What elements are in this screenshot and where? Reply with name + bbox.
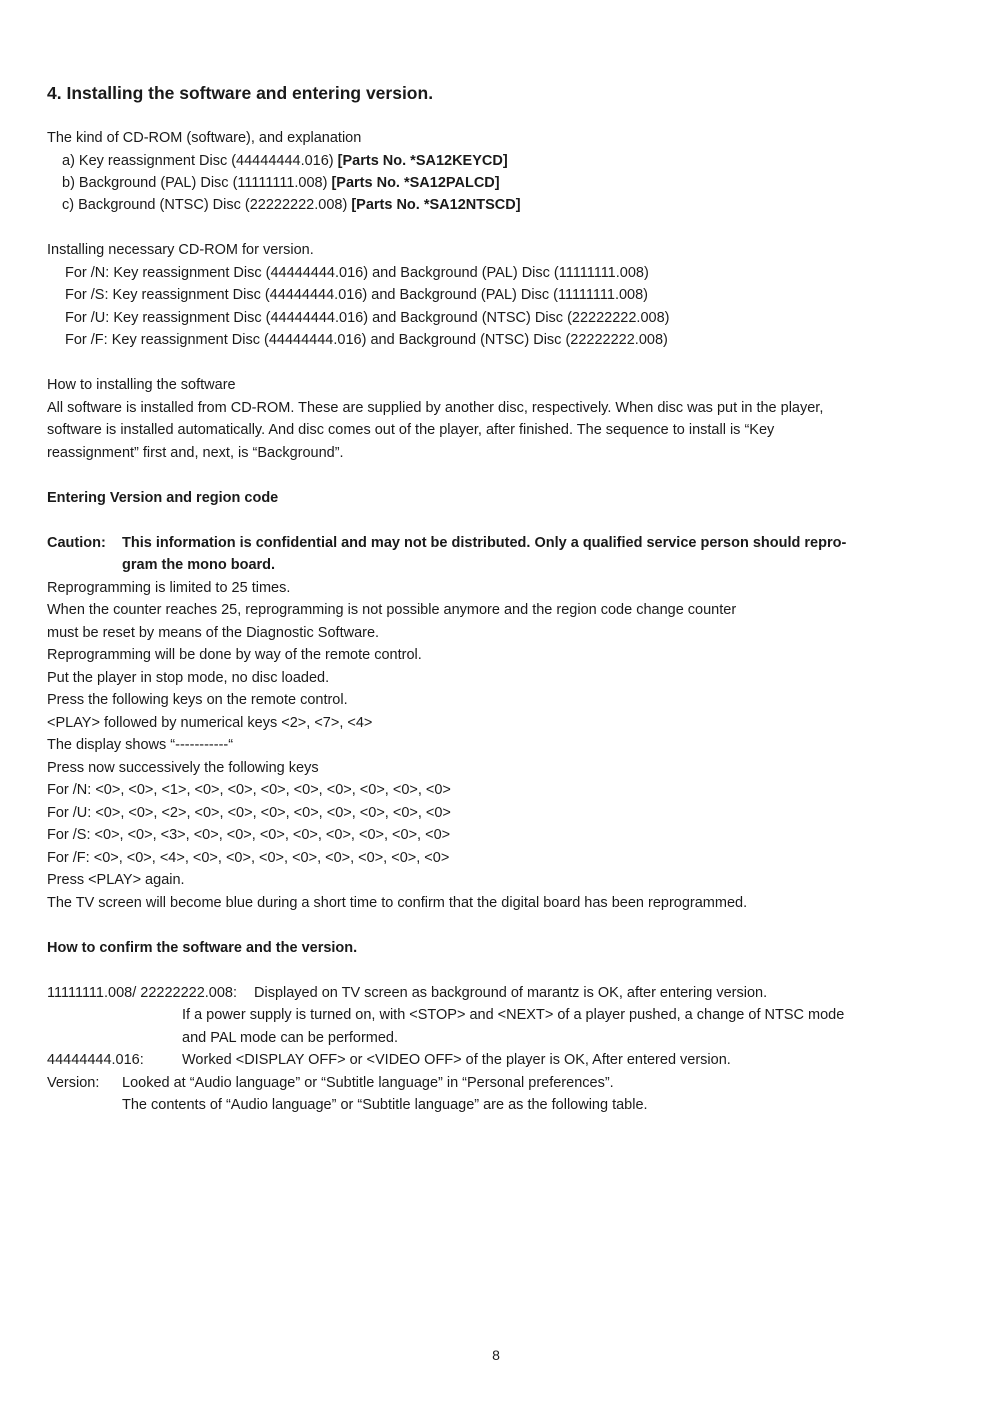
necessary-item: For /S: Key reassignment Disc (44444444.016) and Background (PAL) Disc (11111111.008) bbox=[65, 287, 648, 303]
key-sequence: For /S: <0>, <0>, <3>, <0>, <0>, <0>, <0>, <0>, <0>, <0>, <0> bbox=[47, 827, 451, 843]
howto-title: How to installing the software bbox=[47, 377, 236, 393]
entering-line: Press now successively the following keys bbox=[47, 760, 319, 776]
kind-part-number: [Parts No. *SA12KEYCD] bbox=[337, 153, 508, 169]
confirm-bg-text: If a power supply is turned on, with <STOP> and <NEXT> of a player pushed, a change of NTSC mode bbox=[182, 1007, 845, 1023]
entering-line: Put the player in stop mode, no disc loaded. bbox=[47, 670, 330, 686]
key-sequence: For /N: <0>, <0>, <1>, <0>, <0>, <0>, <0>, <0>, <0>, <0>, <0> bbox=[47, 782, 451, 798]
version-text: The contents of “Audio language” or “Subtitle language” are as the following table. bbox=[122, 1097, 648, 1113]
necessary-item: For /F: Key reassignment Disc (44444444.016) and Background (NTSC) Disc (22222222.008) bbox=[65, 332, 668, 348]
kind-text: a) Key reassignment Disc (44444444.016) bbox=[62, 153, 338, 169]
howto-line: All software is installed from CD-ROM. These are supplied by another disc, respectively. When disc was put in the player, bbox=[47, 400, 824, 416]
necessary-intro: Installing necessary CD-ROM for version. bbox=[47, 242, 314, 258]
entering-line: The TV screen will become blue during a short time to confirm that the digital board has been reprogrammed. bbox=[47, 895, 748, 911]
section-title: 4. Installing the software and entering version. bbox=[47, 83, 434, 103]
caution-label: Caution: bbox=[47, 535, 106, 551]
entering-line: <PLAY> followed by numerical keys <2>, <7>, <4> bbox=[47, 715, 373, 731]
kind-item bbox=[62, 174, 500, 192]
entering-title: Entering Version and region code bbox=[47, 490, 279, 506]
confirm-key-label: 44444444.016: bbox=[47, 1052, 144, 1068]
entering-line: must be reset by means of the Diagnostic Software. bbox=[47, 625, 380, 641]
kind-text: c) Background (NTSC) Disc (22222222.008) bbox=[62, 197, 352, 213]
caution-text: This information is confidential and may not be distributed. Only a qualified service person should repro- bbox=[122, 535, 847, 551]
necessary-item: For /U: Key reassignment Disc (44444444.016) and Background (NTSC) Disc (22222222.008) bbox=[65, 310, 670, 326]
entering-line: The display shows “-----------“ bbox=[47, 737, 234, 753]
kind-item bbox=[62, 196, 521, 214]
necessary-item: For /N: Key reassignment Disc (44444444.016) and Background (PAL) Disc (11111111.008) bbox=[65, 265, 649, 281]
version-label: Version: bbox=[47, 1075, 100, 1091]
confirm-key-text: Worked <DISPLAY OFF> or <VIDEO OFF> of the player is OK, After entered version. bbox=[182, 1052, 731, 1068]
confirm-title: How to confirm the software and the version. bbox=[47, 940, 358, 956]
entering-line: Press <PLAY> again. bbox=[47, 872, 185, 888]
entering-line: Press the following keys on the remote control. bbox=[47, 692, 348, 708]
page-number: 8 bbox=[492, 1347, 500, 1363]
kind-part-number: [Parts No. *SA12NTSCD] bbox=[351, 197, 521, 213]
confirm-bg-text: Displayed on TV screen as background of marantz is OK, after entering version. bbox=[254, 985, 768, 1001]
entering-line: When the counter reaches 25, reprogramming is not possible anymore and the region code change counter bbox=[47, 602, 737, 618]
caution-text: gram the mono board. bbox=[122, 557, 276, 573]
entering-line: Reprogramming will be done by way of the remote control. bbox=[47, 647, 422, 663]
entering-line: Reprogramming is limited to 25 times. bbox=[47, 580, 291, 596]
howto-line: reassignment” first and, next, is “Background”. bbox=[47, 445, 344, 461]
kind-part-number: [Parts No. *SA12PALCD] bbox=[331, 175, 500, 191]
kind-text: b) Background (PAL) Disc (11111111.008) bbox=[62, 175, 332, 191]
howto-line: software is installed automatically. And disc comes out of the player, after finished. The sequence to install is “Key bbox=[47, 422, 775, 438]
version-text: Looked at “Audio language” or “Subtitle language” in “Personal preferences”. bbox=[122, 1075, 614, 1091]
confirm-bg-label: 11111111.008/ 22222222.008: bbox=[47, 985, 238, 1001]
kinds-intro: The kind of CD-ROM (software), and explanation bbox=[47, 130, 362, 146]
confirm-bg-text: and PAL mode can be performed. bbox=[182, 1030, 399, 1046]
key-sequence: For /F: <0>, <0>, <4>, <0>, <0>, <0>, <0>, <0>, <0>, <0>, <0> bbox=[47, 850, 450, 866]
kind-item bbox=[62, 152, 508, 170]
key-sequence: For /U: <0>, <0>, <2>, <0>, <0>, <0>, <0>, <0>, <0>, <0>, <0> bbox=[47, 805, 451, 821]
